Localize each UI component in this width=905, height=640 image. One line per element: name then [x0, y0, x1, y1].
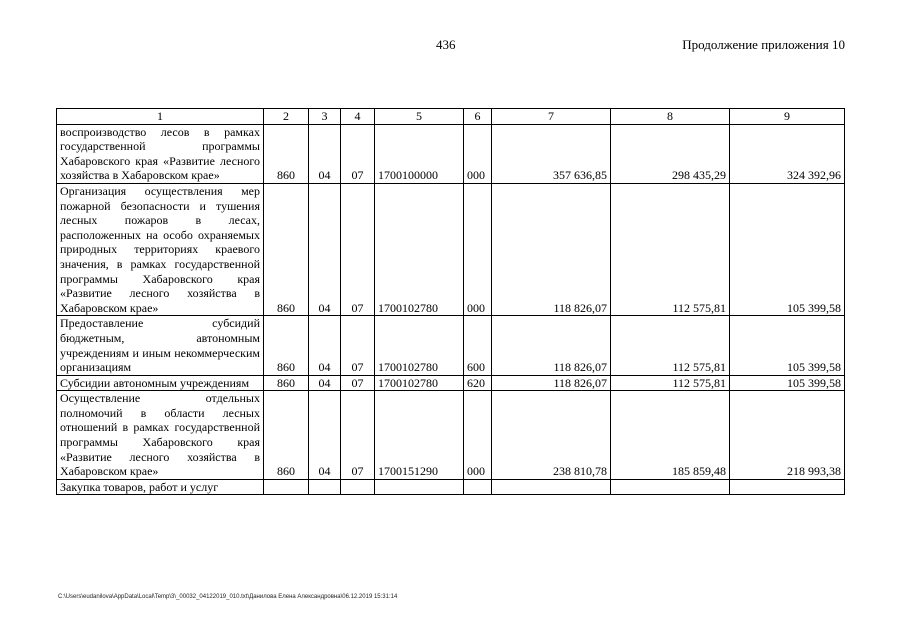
amount-col-7: 238 810,78	[492, 391, 611, 480]
amount-col-8: 112 575,81	[611, 183, 730, 315]
subsection-code: 07	[341, 124, 375, 183]
amount-col-7: 118 826,07	[492, 375, 611, 391]
column-header: 3	[309, 109, 341, 125]
row-name: воспроизводство лесов в рамках государственной программы Хабаровского края «Развитие лесного хозяйства в Хабаровском крае»	[57, 124, 264, 183]
admin-code: 860	[264, 375, 309, 391]
subsection-code: 07	[341, 391, 375, 480]
subsection-code: 07	[341, 316, 375, 375]
amount-col-9: 105 399,58	[730, 375, 845, 391]
amount-col-7: 118 826,07	[492, 183, 611, 315]
amount-col-7: 357 636,85	[492, 124, 611, 183]
target-article-code: 1700100000	[375, 124, 464, 183]
column-header: 9	[730, 109, 845, 125]
admin-code: 860	[264, 124, 309, 183]
column-header: 5	[375, 109, 464, 125]
table-header-row	[57, 109, 845, 125]
table-row	[57, 183, 845, 315]
subsection-code	[341, 479, 375, 495]
row-name: Осуществление отдельных полномочий в области лесных отношений в рамках государственной программы Хабаровского края «Развитие лесного хозяйства в Хабаровском крае»	[57, 391, 264, 480]
column-header: 6	[464, 109, 492, 125]
row-name: Закупка товаров, работ и услуг	[57, 479, 264, 495]
column-header: 1	[57, 109, 264, 125]
amount-col-7: 118 826,07	[492, 316, 611, 375]
section-code	[309, 479, 341, 495]
row-name: Организация осуществления мер пожарной безопасности и тушения лесных пожаров в лесах, расположенных на особо охраняемых природных территориях краевого значения, в рамках государственной программы Хабаровского края «Развитие лесного хозяйства в Хабаровском крае»	[57, 183, 264, 315]
amount-col-9: 105 399,58	[730, 316, 845, 375]
amount-col-9: 105 399,58	[730, 183, 845, 315]
expense-type-code: 000	[464, 183, 492, 315]
column-header: 7	[492, 109, 611, 125]
target-article-code: 1700102780	[375, 375, 464, 391]
table-row	[57, 375, 845, 391]
table-row	[57, 316, 845, 375]
admin-code: 860	[264, 183, 309, 315]
admin-code: 860	[264, 316, 309, 375]
amount-col-9	[730, 479, 845, 495]
target-article-code	[375, 479, 464, 495]
target-article-code: 1700102780	[375, 183, 464, 315]
amount-col-8	[611, 479, 730, 495]
column-header: 2	[264, 109, 309, 125]
amount-col-8: 298 435,29	[611, 124, 730, 183]
continuation-label: Продолжение приложения 10	[682, 37, 845, 52]
amount-col-9: 324 392,96	[730, 124, 845, 183]
amount-col-8: 112 575,81	[611, 316, 730, 375]
amount-col-8: 185 859,48	[611, 391, 730, 480]
amount-col-7	[492, 479, 611, 495]
amount-col-9: 218 993,38	[730, 391, 845, 480]
budget-table	[56, 108, 845, 495]
section-code: 04	[309, 391, 341, 480]
amount-col-8: 112 575,81	[611, 375, 730, 391]
section-code: 04	[309, 183, 341, 315]
admin-code	[264, 479, 309, 495]
expense-type-code: 000	[464, 391, 492, 480]
admin-code: 860	[264, 391, 309, 480]
column-header: 8	[611, 109, 730, 125]
target-article-code: 1700151290	[375, 391, 464, 480]
subsection-code: 07	[341, 375, 375, 391]
expense-type-code	[464, 479, 492, 495]
target-article-code: 1700102780	[375, 316, 464, 375]
footer-file-path: C:\Users\eudanilova\AppData\Local\Temp\3\_00032_04122019_010.txt\Данилова Елена Александровна\06.12.2019 15:31:14	[58, 594, 398, 600]
table-row	[57, 124, 845, 183]
section-code: 04	[309, 375, 341, 391]
page-number: 436	[436, 37, 456, 52]
expense-type-code: 620	[464, 375, 492, 391]
section-code: 04	[309, 124, 341, 183]
row-name: Субсидии автономным учреждениям	[57, 375, 264, 391]
row-name: Предоставление субсидий бюджетным, автономным учреждениям и иным некоммерческим организациям	[57, 316, 264, 375]
expense-type-code: 600	[464, 316, 492, 375]
table-row	[57, 391, 845, 480]
section-code: 04	[309, 316, 341, 375]
subsection-code: 07	[341, 183, 375, 315]
table-row	[57, 479, 845, 495]
expense-type-code: 000	[464, 124, 492, 183]
column-header: 4	[341, 109, 375, 125]
